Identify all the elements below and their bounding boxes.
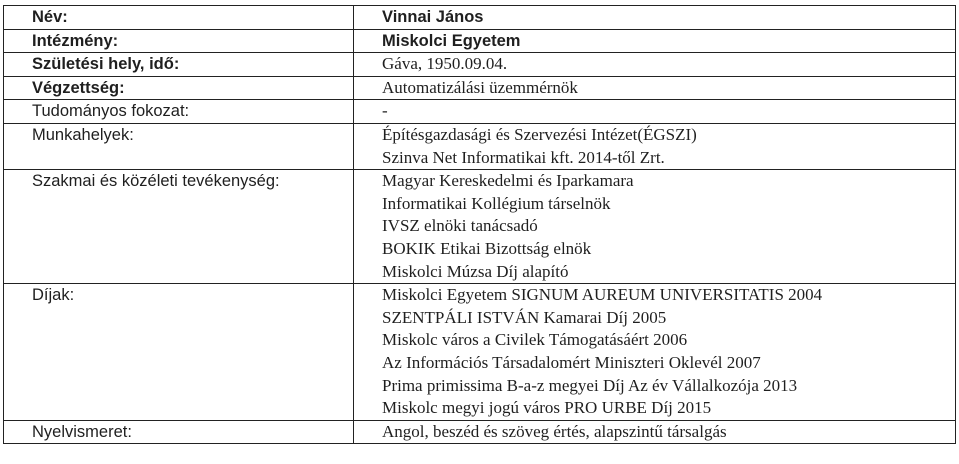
award-item: Miskolci Egyetem SIGNUM AUREUM UNIVERSITATIS 2004 (382, 285, 823, 305)
award-item: Prima primissima B-a-z megyei Díj Az év Vállalkozója 2013 (382, 375, 798, 395)
awards-value (354, 284, 956, 421)
activity-item: Miskolci Múzsa Díj alapító (382, 261, 569, 281)
workplace-item: Építésgazdasági és Szervezési Intézet(ÉGSZI) (382, 124, 697, 144)
award-item: Miskolc város a Civilek Támogatásáért 2006 (382, 330, 688, 350)
row-awards (4, 284, 956, 421)
name-label: Név: (4, 6, 354, 30)
birth-label: Születési hely, idő: (4, 53, 354, 77)
row-institution (4, 29, 956, 53)
workplace-item: Szinva Net Informatikai kft. 2014-től Zrt. (382, 147, 665, 167)
row-birth (4, 53, 956, 77)
institution-label: Intézmény: (4, 29, 354, 53)
activity-item: BOKIK Etikai Bizottság elnök (382, 238, 592, 258)
award-item: SZENTPÁLI ISTVÁN Kamarai Díj 2005 (382, 307, 667, 327)
institution-value: Miskolci Egyetem (354, 29, 956, 53)
degree-label: Tudományos fokozat: (4, 100, 354, 124)
activity-item: IVSZ elnöki tanácsadó (382, 216, 538, 236)
activities-value (354, 170, 956, 284)
workplaces-label: Munkahelyek: (4, 123, 354, 169)
activity-item: Informatikai Kollégium társelnök (382, 193, 611, 213)
workplaces-value (354, 123, 956, 169)
education-value: Automatizálási üzemmérnök (354, 76, 956, 100)
cv-table (3, 5, 956, 444)
languages-value: Angol, beszéd és szöveg értés, alapszintű társalgás (354, 420, 956, 444)
name-value: Vinnai János (354, 6, 956, 30)
row-education (4, 76, 956, 100)
degree-value: - (354, 100, 956, 124)
education-label: Végzettség: (4, 76, 354, 100)
row-workplaces (4, 123, 956, 169)
award-item: Az Információs Társadalomért Miniszteri Oklevél 2007 (382, 352, 761, 372)
activity-item: Magyar Kereskedelmi és Iparkamara (382, 171, 634, 191)
row-name (4, 6, 956, 30)
awards-label: Díjak: (4, 284, 354, 421)
award-item: Miskolc megyi jogú város PRO URBE Díj 2015 (382, 398, 712, 418)
activities-label: Szakmai és közéleti tevékenység: (4, 170, 354, 284)
row-activities (4, 170, 956, 284)
birth-value: Gáva, 1950.09.04. (354, 53, 956, 77)
languages-label: Nyelvismeret: (4, 420, 354, 444)
row-degree (4, 100, 956, 124)
row-languages (4, 420, 956, 444)
